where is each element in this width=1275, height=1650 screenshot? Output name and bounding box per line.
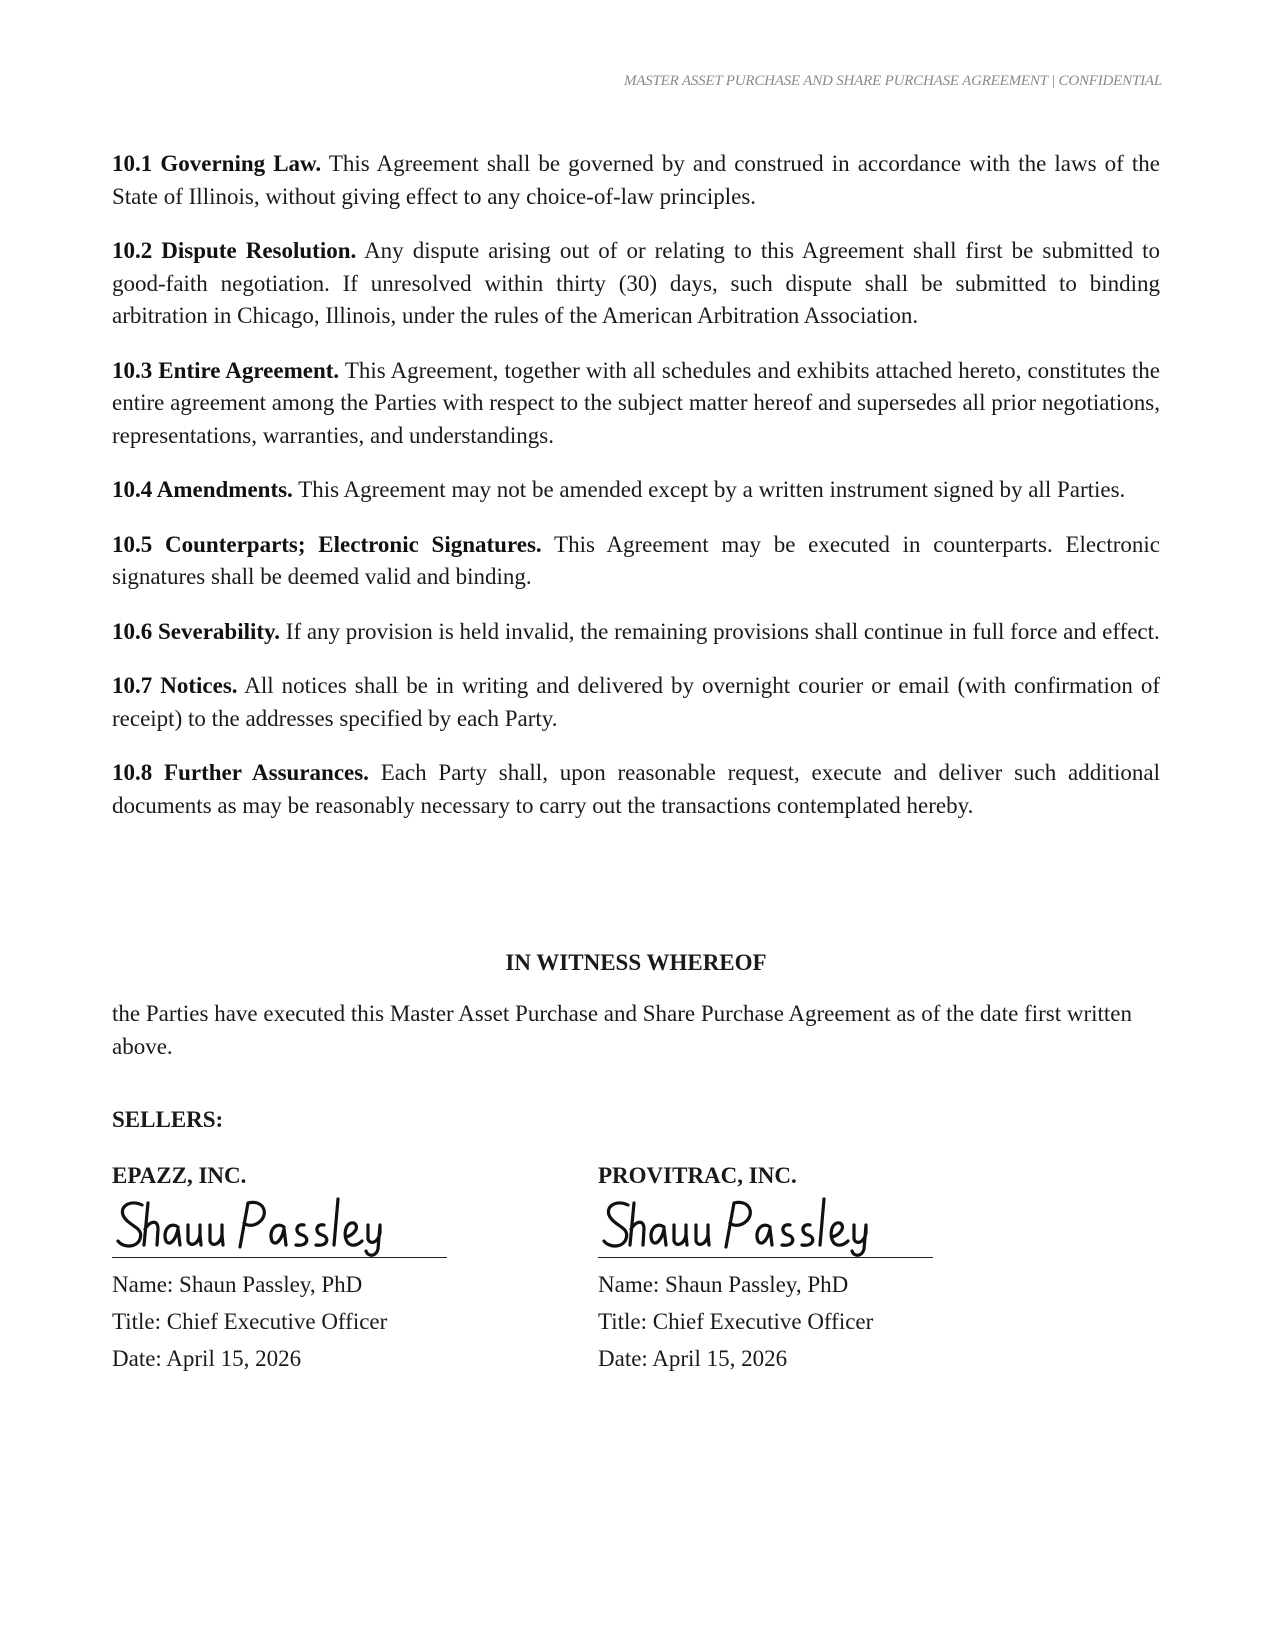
company-name: PROVITRAC, INC.: [598, 1163, 797, 1188]
clause-10-3: [112, 355, 1160, 453]
clause-10-8: [112, 757, 1160, 822]
signature-line: [112, 1257, 447, 1258]
clause-10-1: [112, 148, 1160, 213]
clause-10-7: [112, 670, 1160, 735]
clause-heading: 10.6 Severability.: [112, 618, 281, 644]
clause-heading: 10.8 Further Assurances.: [112, 760, 369, 785]
signature-block-epazz: [112, 1163, 552, 1377]
clause-heading: 10.7 Notices.: [112, 673, 238, 698]
signature-scribble: [112, 1189, 447, 1257]
clause-heading: 10.1 Governing Law.: [112, 151, 322, 176]
clauses-section: [112, 148, 1160, 844]
witness-text: the Parties have executed this Master Asset Purchase and Share Purchase Agreement as of the date first written above.: [112, 1001, 1132, 1059]
clause-text: All notices shall be in writing and delivered by overnight courier or email (with confirmation of receipt) to the addresses specified by each Party.: [112, 673, 1160, 731]
company-name: EPAZZ, INC.: [112, 1163, 247, 1188]
clause-text: Each Party shall, upon reasonable request, execute and deliver such additional documents as may be reasonably necessary to carry out the transactions contemplated hereby.: [112, 760, 1160, 818]
signatory-title: Title: Chief Executive Officer: [598, 1309, 874, 1334]
signature-line: [598, 1257, 933, 1258]
clause-heading: 10.5 Counterparts; Electronic Signatures.: [112, 531, 542, 557]
signatory-date: Date: April 15, 2026: [112, 1346, 302, 1371]
signatory-name: Name: Shaun Passley, PhD: [112, 1272, 363, 1297]
clause-heading: 10.2 Dispute Resolution.: [112, 238, 357, 263]
clause-10-4: [112, 474, 1160, 507]
handwritten-signature: [112, 1189, 447, 1257]
signatory-date: Date: April 15, 2026: [598, 1346, 788, 1371]
clause-10-5: [112, 529, 1160, 594]
clause-text: This Agreement may be executed in counterparts. Electronic signatures shall be deemed valid and binding.: [112, 531, 1160, 589]
clause-text: Any dispute arising out of or relating to this Agreement shall first be submitted to good-faith negotiation. If unresolved within thirty (30) days, such dispute shall be submitted to binding arbitration in Chicago, Illinois, under the rules of the American Arbitration Association.: [112, 238, 1161, 328]
witness-heading: IN WITNESS WHEREOF: [505, 950, 767, 975]
clause-text: If any provision is held invalid, the remaining provisions shall continue in full force and effect.: [285, 618, 1160, 644]
clause-10-2: [112, 235, 1160, 333]
signature-scribble: [598, 1189, 933, 1257]
sellers-label: SELLERS:: [112, 1107, 224, 1132]
clause-heading: 10.4 Amendments.: [112, 477, 293, 502]
clause-10-6: [112, 616, 1160, 649]
clause-text: This Agreement, together with all schedules and exhibits attached hereto, constitutes the entire agreement among the Parties with respect to the subject matter hereof and supersedes all prior negotiations, representations, warranties, and understandings.: [112, 357, 1160, 448]
handwritten-signature: [598, 1189, 933, 1257]
signatory-title: Title: Chief Executive Officer: [112, 1309, 388, 1334]
document-header: MASTER ASSET PURCHASE AND SHARE PURCHASE AGREEMENT | CONFIDENTIAL: [623, 73, 1162, 89]
clause-text: This Agreement shall be governed by and construed in accordance with the laws of the State of Illinois, without giving effect to any choice-of-law principles.: [112, 151, 1160, 209]
signatory-name: Name: Shaun Passley, PhD: [598, 1272, 849, 1297]
clause-heading: 10.3 Entire Agreement.: [112, 357, 340, 383]
signature-block-provitrac: [598, 1163, 1038, 1377]
clause-text: This Agreement may not be amended except by a written instrument signed by all Parties.: [298, 477, 1126, 502]
